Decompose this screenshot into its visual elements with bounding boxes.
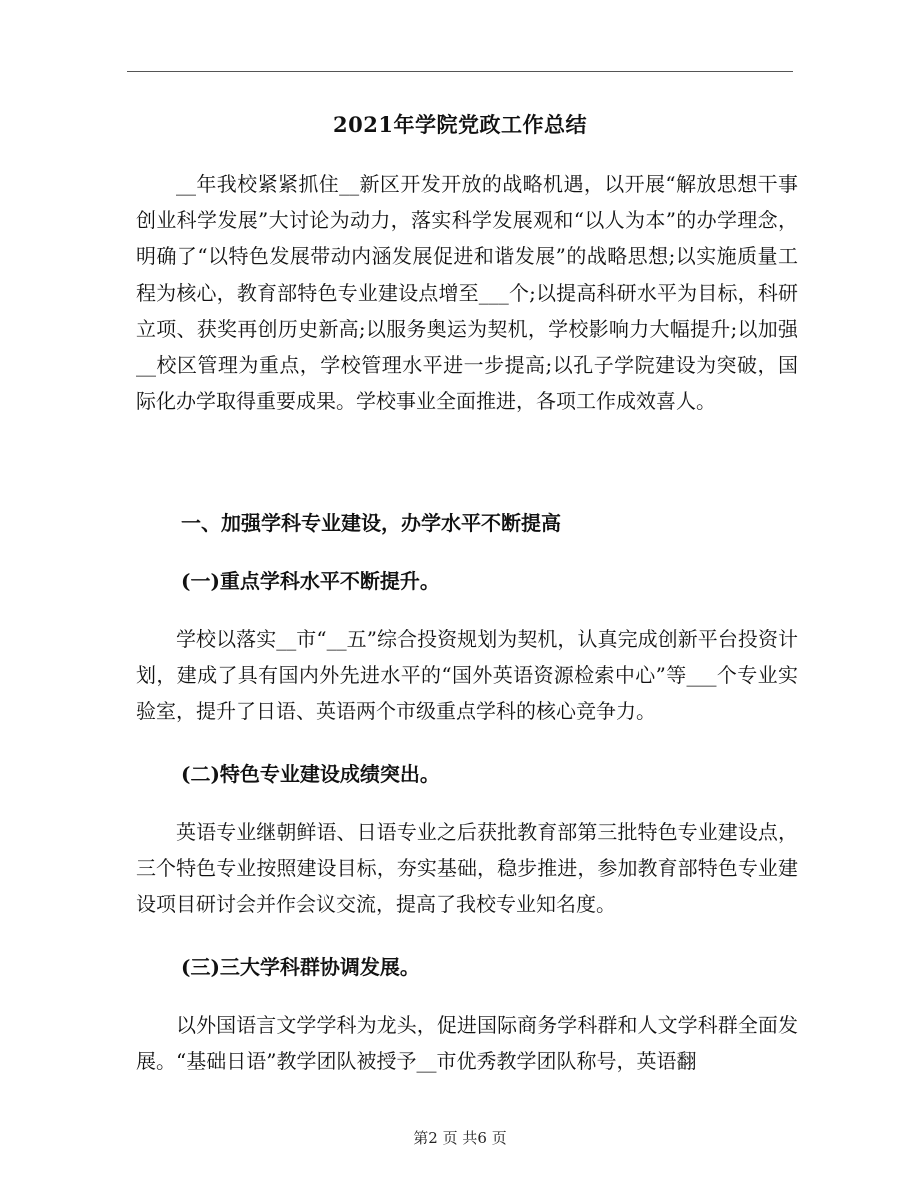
subsection-heading-1: (一)重点学科水平不断提升。 xyxy=(181,569,440,593)
page-number: 第2 页 共6 页 xyxy=(413,1129,507,1147)
subsection-paragraph-1: 学校以落实__市“__五”综合投资规划为契机，认真完成创新平台投资计划，建成了具有国内外先进水平的“国外英语资源检索中心”等___个专业实验室，提升了日语、英语两个市级重点学科的核心竞争力。 xyxy=(136,627,798,724)
document-title: 2021年学院党政工作总结 xyxy=(333,112,587,137)
subsection-heading-2: (二)特色专业建设成绩突出。 xyxy=(181,762,440,786)
section-heading-1: 一、加强学科专业建设，办学水平不断提高 xyxy=(181,511,561,535)
subsection-paragraph-2: 英语专业继朝鲜语、日语专业之后获批教育部第三批特色专业建设点，三个特色专业按照建设目标，夯实基础，稳步推进，参加教育部特色专业建设项目研讨会并作会议交流，提高了我校专业知名度。 xyxy=(136,820,798,917)
header-rule xyxy=(127,71,793,72)
subsection-paragraph-3: 以外国语言文学学科为龙头，促进国际商务学科群和人文学科群全面发展。“基础日语”教学团队被授予__市优秀教学团队称号，英语翻 xyxy=(136,1013,798,1074)
subsection-heading-3: (三)三大学科群协调发展。 xyxy=(181,955,420,979)
intro-paragraph: __年我校紧紧抓住__新区开发开放的战略机遇，以开展“解放思想干事创业科学发展”大讨论为动力，落实科学发展观和“以人为本”的办学理念，明确了“以特色发展带动内涵发展促进和谐发展”的战略思想;以实施质量工程为核心，教育部特色专业建设点增至___个;以提高科研水平为目标，科研立项、获奖再创历史新高;以服务奥运为契机，学校影响力大幅提升;以加强__校区管理为重点，学校管理水平进一步提高;以孔子学院建设为突破，国际化办学取得重要成果。学校事业全面推进，各项工作成效喜人。 xyxy=(136,172,798,414)
